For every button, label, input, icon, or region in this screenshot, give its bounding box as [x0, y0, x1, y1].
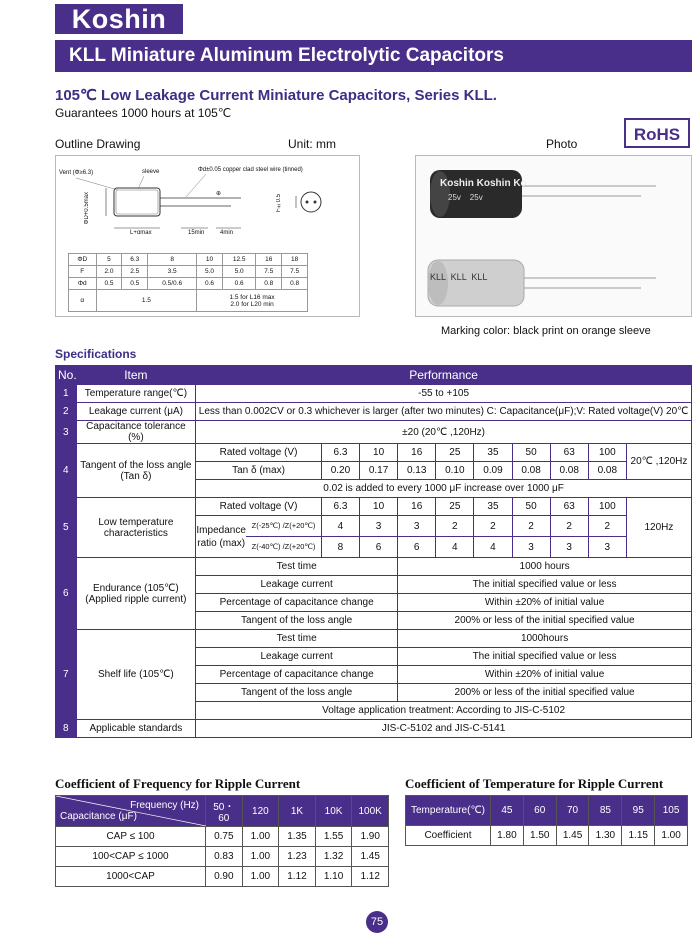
row-number: 7 [56, 630, 77, 720]
z25-cell: 3 [360, 516, 398, 537]
shelf-label: Percentage of capacitance change [196, 666, 398, 684]
temp-table [405, 795, 688, 846]
tan-cell: 0.08 [588, 462, 626, 480]
photo-cap-top-text: Koshin Koshin Ko [440, 178, 527, 189]
tan-cell: 0.17 [360, 462, 398, 480]
lead-15min-label: 15min [188, 230, 205, 236]
z40-cell: 6 [360, 537, 398, 558]
endurance-label: Percentage of capacitance change [196, 594, 398, 612]
temp-row [406, 826, 688, 846]
temp-cell: 1.15 [622, 826, 655, 846]
freq-cell: 1.12 [279, 867, 316, 887]
z25-cell: 2 [512, 516, 550, 537]
freq-cell: 1.10 [315, 867, 352, 887]
temp-row-label: Coefficient [406, 826, 491, 846]
impedance-label: Impedance ratio (max) [196, 524, 246, 549]
shelf-note: Voltage application treatment: According to JIS-C-5102 [196, 702, 692, 720]
freq-cell: 1.12 [352, 867, 389, 887]
row-item: Temperature range(℃) [76, 385, 196, 403]
alpha-large-2: 2.0 for L20 min [230, 300, 274, 308]
freq-table [55, 795, 389, 887]
endurance-label: Leakage current [196, 576, 398, 594]
z25-cell: 4 [321, 516, 359, 537]
dim-cell: 2.5 [122, 266, 148, 278]
voltage-cell: 6.3 [321, 498, 359, 516]
z25-cell: 2 [550, 516, 588, 537]
plus-mark: ⊕ [216, 191, 222, 197]
dim-cell: 0.8 [256, 278, 282, 290]
endurance-value: 200% or less of the initial specified value [398, 612, 692, 630]
wire-label: Φd±0.05 copper clad steel wire (tinned) [198, 167, 303, 173]
dim-cell: 0.5 [122, 278, 148, 290]
z40-cell: 3 [512, 537, 550, 558]
endurance-value: The initial specified value or less [398, 576, 692, 594]
dim-cell: 16 [256, 254, 282, 266]
dim-cell: 5 [96, 254, 122, 266]
freq-cell: 1.32 [315, 847, 352, 867]
freq-col: 100K [352, 796, 389, 827]
shelf-label: Leakage current [196, 648, 398, 666]
vent-leader [76, 178, 118, 190]
diagonal-line [56, 796, 206, 826]
voltage-cell: 35 [474, 444, 512, 462]
freq-cell: 1.55 [315, 827, 352, 847]
freq-row-label: CAP ≤ 100 [56, 827, 206, 847]
dim-cell: 7.5 [282, 266, 308, 278]
dim-cell: Φd [69, 278, 97, 290]
voltage-cell: 100 [588, 498, 626, 516]
freq-col: 50・60 [206, 796, 243, 827]
temp-col: 70 [556, 796, 589, 826]
freq-cell: 1.35 [279, 827, 316, 847]
freq-cell: 0.90 [206, 867, 243, 887]
sleeve-outline [116, 190, 158, 214]
marking-note: Marking color: black print on orange sleeve [441, 325, 651, 337]
row-item: Low temperature characteristics [76, 498, 196, 558]
z40-cell: 3 [588, 537, 626, 558]
freq-row [56, 867, 389, 887]
freq-cell: 1.00 [242, 847, 279, 867]
freq-row-label: 1000<CAP [56, 867, 206, 887]
row-value: JIS-C-5102 and JIS-C-5141 [196, 720, 692, 738]
dim-row [69, 266, 308, 278]
row-item: Leakage current (μA) [76, 403, 196, 421]
shelf-value: 200% or less of the initial specified value [398, 684, 692, 702]
voltage-cell: 16 [398, 498, 436, 516]
tan-cell: 0.20 [321, 462, 359, 480]
capacitor-body [114, 188, 160, 216]
temp-header-row [406, 796, 688, 826]
dim-cell: 0.6 [222, 278, 256, 290]
dim-cell: 0.5 [96, 278, 122, 290]
brand-logo: Koshin [55, 4, 183, 34]
rated-voltage-label: Rated voltage (V) [196, 444, 322, 462]
row-number: 4 [56, 444, 77, 498]
z25-cell: 3 [398, 516, 436, 537]
temp-cell: 1.45 [556, 826, 589, 846]
spec-row-7 [56, 630, 692, 648]
temp-col: 45 [491, 796, 524, 826]
dimension-table [68, 253, 308, 312]
dim-cell: 8 [148, 254, 197, 266]
freq-heading: Coefficient of Frequency for Ripple Current [55, 776, 301, 791]
rohs-badge: RoHS [624, 118, 690, 148]
photo-label: Photo [546, 137, 578, 151]
alpha-label: α [69, 290, 97, 312]
lead-4min-label: 4min [220, 230, 234, 236]
end-view [301, 192, 321, 212]
header-performance: Performance [196, 366, 692, 385]
row-value: Less than 0.002CV or 0.3 whichever is larger (after two minutes) C: Capacitance(μF);V: Rated voltage(V) 20℃ [196, 403, 692, 421]
z40-cell: 6 [398, 537, 436, 558]
voltage-cell: 10 [360, 444, 398, 462]
specifications-table [55, 365, 692, 738]
dim-cell: 5.0 [222, 266, 256, 278]
tan-cell: 0.13 [398, 462, 436, 480]
dim-row [69, 278, 308, 290]
sleeve-leader [138, 176, 144, 189]
temp-cell: 1.00 [655, 826, 688, 846]
photo-capacitor-light-end [428, 261, 448, 305]
z40-cell: 8 [321, 537, 359, 558]
spec-row-2 [56, 403, 692, 421]
dim-cell: 0.8 [282, 278, 308, 290]
voltage-cell: 10 [360, 498, 398, 516]
freq-top-label: Frequency (Hz) [130, 800, 199, 811]
z25-cell: 2 [588, 516, 626, 537]
photo-cap-bottom-text: KLL KLL KLL [430, 272, 488, 282]
spec-row-1 [56, 385, 692, 403]
spec-row-3 [56, 421, 692, 444]
voltage-cell: 35 [474, 498, 512, 516]
capacitor-photo [415, 155, 692, 317]
outline-label: Outline Drawing [55, 137, 141, 151]
freq-row [56, 847, 389, 867]
temp-label: Temperature(℃) [406, 796, 491, 826]
freq-cell: 0.75 [206, 827, 243, 847]
shelf-value: The initial specified value or less [398, 648, 692, 666]
pitch-label: F±0.5 [276, 194, 282, 213]
voltage-cell: 25 [436, 498, 474, 516]
endurance-value: Within ±20% of initial value [398, 594, 692, 612]
freq-row-label: 100<CAP ≤ 1000 [56, 847, 206, 867]
row-item: Endurance (105℃) (Applied ripple current) [76, 558, 196, 630]
impedance-condition: 120Hz [626, 498, 691, 558]
row-item: Capacitance tolerance (%) [76, 421, 196, 444]
dim-cell: 10 [197, 254, 223, 266]
temp-heading: Coefficient of Temperature for Ripple Current [405, 776, 664, 791]
temp-col: 85 [589, 796, 622, 826]
spec-row-5 [56, 498, 692, 516]
dim-cell: F [69, 266, 97, 278]
alpha-large-1: 1.5 for L16 max [229, 293, 275, 301]
row-number: 2 [56, 403, 77, 421]
tan-cell: 0.09 [474, 462, 512, 480]
z40-cell: 4 [436, 537, 474, 558]
tan-cell: 0.08 [512, 462, 550, 480]
dim-cell: 0.5/0.6 [148, 278, 197, 290]
voltage-cell: 100 [588, 444, 626, 462]
freq-row [56, 827, 389, 847]
temp-cell: 1.80 [491, 826, 524, 846]
freq-cell: 0.83 [206, 847, 243, 867]
end-view-lead-2 [314, 201, 317, 204]
voltage-cell: 63 [550, 444, 588, 462]
temp-col: 60 [523, 796, 556, 826]
freq-col: 10K [315, 796, 352, 827]
dim-cell: 12.5 [222, 254, 256, 266]
freq-header-row [56, 796, 389, 827]
vent-label: Vent (Φ≥6.3) [59, 170, 94, 176]
temp-col: 95 [622, 796, 655, 826]
tan-cell: 0.08 [550, 462, 588, 480]
freq-cell: 1.90 [352, 827, 389, 847]
freq-diag-cell [56, 796, 206, 827]
length-label: L+αmax [130, 230, 152, 236]
voltage-cell: 6.3 [321, 444, 359, 462]
shelf-value: Within ±20% of initial value [398, 666, 692, 684]
tan-condition: 20℃ ,120Hz [626, 444, 691, 480]
voltage-cell: 16 [398, 444, 436, 462]
alpha-small: 1.5 [96, 290, 197, 312]
dim-row [69, 290, 308, 312]
endurance-value: 1000 hours [398, 558, 692, 576]
dim-cell: 7.5 [256, 266, 282, 278]
row-item: Applicable standards [76, 720, 196, 738]
voltage-cell: 63 [550, 498, 588, 516]
temp-cell: 1.30 [589, 826, 622, 846]
row-item: Tangent of the loss angle (Tan δ) [76, 444, 196, 498]
freq-cell: 1.00 [242, 867, 279, 887]
dim-cell: 5.0 [197, 266, 223, 278]
impedance-cell [196, 516, 322, 558]
freq-cell: 1.23 [279, 847, 316, 867]
shelf-label: Tangent of the loss angle [196, 684, 398, 702]
row-number: 3 [56, 421, 77, 444]
dim-cell: 0.6 [197, 278, 223, 290]
z25-cell: 2 [474, 516, 512, 537]
dim-cell: ΦD [69, 254, 97, 266]
dim-row [69, 254, 308, 266]
z25-label: Z(-25℃) /Z(+20℃) [251, 521, 316, 530]
row-value: ±20 (20℃ ,120Hz) [196, 421, 692, 444]
header-no: No. [56, 366, 77, 385]
tan-cell: 0.10 [436, 462, 474, 480]
spec-header-row [56, 366, 692, 385]
endurance-label: Test time [196, 558, 398, 576]
photo-cap-top-sub: 25v 25v [448, 193, 483, 202]
spec-row-6 [56, 558, 692, 576]
header-item: Item [76, 366, 196, 385]
tan-label: Tan δ (max) [196, 462, 322, 480]
voltage-cell: 25 [436, 444, 474, 462]
dim-cell: 3.5 [148, 266, 197, 278]
sleeve-label: sleeve [142, 169, 160, 175]
spec-row-4 [56, 444, 692, 462]
shelf-label: Test time [196, 630, 398, 648]
diameter-label: ΦD+0.5max [84, 192, 90, 225]
freq-bottom-label: Capacitance (μF) [60, 811, 137, 822]
dim-cell: 2.0 [96, 266, 122, 278]
rated-voltage-label: Rated voltage (V) [196, 498, 322, 516]
row-item: Shelf life (105℃) [76, 630, 196, 720]
page-number: 75 [366, 911, 388, 933]
row-number: 5 [56, 498, 77, 558]
row-value: -55 to +105 [196, 385, 692, 403]
voltage-cell: 50 [512, 498, 550, 516]
freq-col: 1K [279, 796, 316, 827]
row-number: 1 [56, 385, 77, 403]
z40-cell: 3 [550, 537, 588, 558]
freq-cell: 1.45 [352, 847, 389, 867]
page-title: KLL Miniature Aluminum Electrolytic Capacitors [55, 40, 692, 72]
guarantee-text: Guarantees 1000 hours at 105℃ [55, 106, 232, 120]
spec-row-8 [56, 720, 692, 738]
dim-cell: 18 [282, 254, 308, 266]
dim-cell: 6.3 [122, 254, 148, 266]
endurance-label: Tangent of the loss angle [196, 612, 398, 630]
row-number: 8 [56, 720, 77, 738]
tan-note: 0.02 is added to every 1000 μF increase over 1000 μF [196, 480, 692, 498]
end-view-lead-1 [306, 201, 309, 204]
shelf-value: 1000hours [398, 630, 692, 648]
temp-cell: 1.50 [523, 826, 556, 846]
z40-label: Z(-40℃) /Z(+20℃) [246, 536, 321, 557]
row-number: 6 [56, 558, 77, 630]
z40-cell: 4 [474, 537, 512, 558]
voltage-cell: 50 [512, 444, 550, 462]
freq-col: 120 [242, 796, 279, 827]
freq-cell: 1.00 [242, 827, 279, 847]
unit-label: Unit: mm [288, 137, 336, 151]
temp-col: 105 [655, 796, 688, 826]
wire-leader [186, 174, 206, 197]
series-subtitle: 105℃ Low Leakage Current Miniature Capacitors, Series KLL. [55, 87, 497, 104]
z25-cell: 2 [436, 516, 474, 537]
alpha-large [197, 290, 308, 312]
specifications-heading: Specifications [55, 347, 137, 361]
